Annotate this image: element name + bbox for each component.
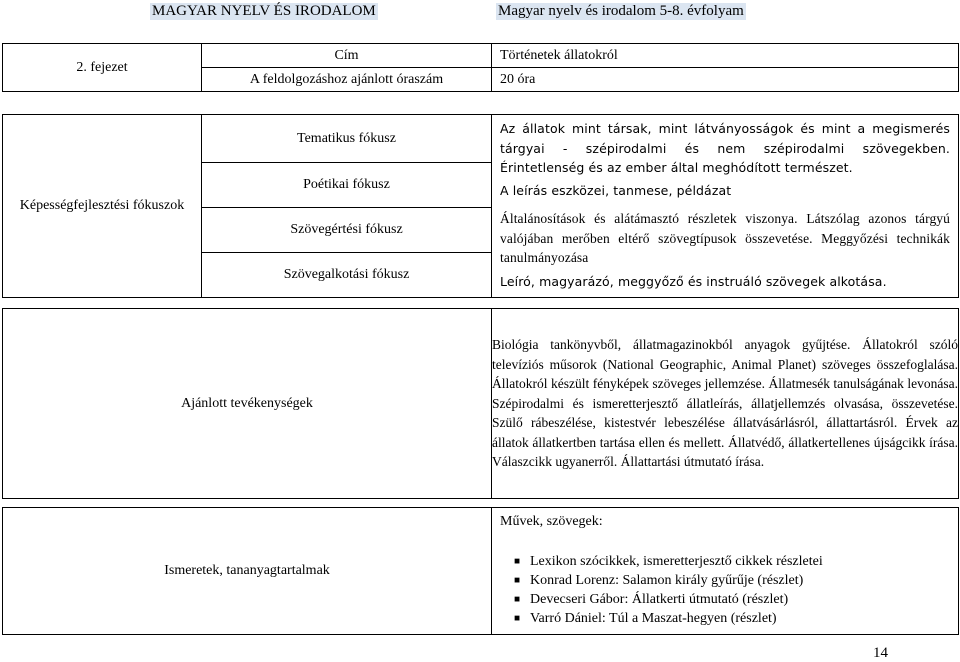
- focus-text-poetic: A leírás eszközei, tanmese, példázat: [500, 183, 732, 199]
- focus-text-thematic: Az állatok mint társak, mint látványosságok és mint a megismerés tárgyai - szépirodalmi és nem szépirodalmi szövegekben. Érintetlenség és az ember által meghódított természet.: [500, 121, 950, 175]
- focus-label-poetic: Poétikai fókusz: [202, 163, 491, 208]
- knowledge-content: [492, 508, 959, 635]
- curriculum-table: [2, 43, 959, 635]
- focus-label-comprehension: Szövegértési fókusz: [202, 208, 491, 253]
- focus-text-composition: Leíró, magyarázó, meggyőző és instruáló szövegek alkotása.: [500, 274, 887, 290]
- focus-text-comprehension: Általánosítások és alátámasztó részletek viszonya. Látszólag azonos tárgyú valójában merőben eltérő szövegtípusok összevetése. Meggyőzési technikák tanulmányozása: [500, 211, 950, 265]
- knowledge-label: Ismeretek, tananyagtartalmak: [3, 508, 492, 635]
- focus-labels: [202, 115, 492, 298]
- title-label: Cím: [202, 44, 492, 68]
- list-item: ■ Varró Dániel: Túl a Maszat-hegyen (részlet): [514, 609, 950, 628]
- activities-text: Biológia tankönyvből, állatmagazinokból anyagok gyűjtése. Állatokról szóló televíziós műsorok (National Geographic, Animal Planet) szöveges összefoglalása. Állatokról készült fényképek szöveges jellemzése. Állatmesék tanulságának levonása. Szépirodalmi és ismeretterjesztő állatleírás, állatjellemzés olvasása, összevetése. Szülő rábeszélése, kistestvér lebeszélése állatvásárlásról, állattartásról. Érvek az állatok állatkertben tartása ellen és mellett. Állatvédő, állatkertellenes újságcikk írása. Válaszcikk ugyanerről. Állattartási útmutató írása.: [492, 309, 959, 499]
- focus-label-composition: Szövegalkotási fókusz: [283, 266, 410, 282]
- focus-label-thematic: Tematikus fókusz: [202, 116, 491, 163]
- focus-texts: [492, 115, 959, 298]
- page-number: 14: [873, 645, 888, 661]
- activities-label: Ajánlott tevékenységek: [3, 309, 492, 499]
- hours-label: A feldolgozáshoz ajánlott óraszám: [202, 68, 492, 92]
- header-subject: MAGYAR NYELV ÉS IRODALOM: [152, 3, 376, 19]
- skills-label: Képességfejlesztési fókuszok: [3, 115, 202, 298]
- works-heading: Művek, szövegek:: [500, 514, 603, 529]
- list-item: ■ Konrad Lorenz: Salamon király gyűrűje (részlet): [514, 571, 950, 590]
- header-grade: Magyar nyelv és irodalom 5-8. évfolyam: [498, 3, 744, 19]
- title-value: Történetek állatokról: [492, 44, 959, 68]
- works-list: [500, 552, 950, 628]
- list-item: ■ Devecseri Gábor: Állatkerti útmutató (részlet): [514, 590, 950, 609]
- hours-value: 20 óra: [492, 68, 959, 92]
- list-item: ■ Lexikon szócikkek, ismeretterjesztő cikkek részletei: [514, 552, 950, 571]
- chapter-cell: 2. fejezet: [3, 44, 202, 92]
